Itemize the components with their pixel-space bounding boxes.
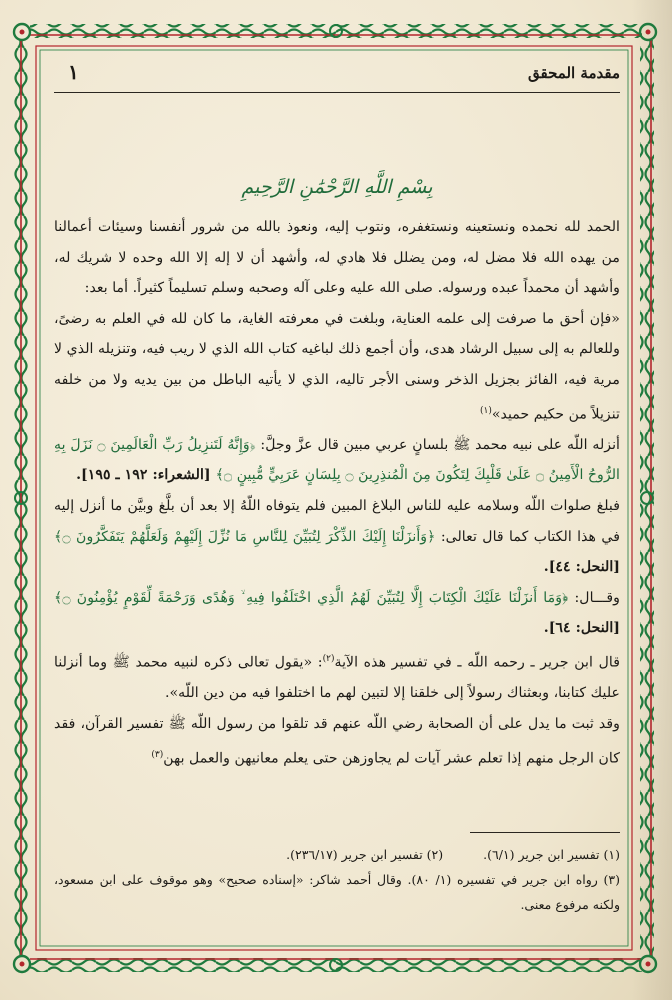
footnote-ref-1: (١) [480,405,492,416]
verse-reference: [النحل: ٤٤]. [543,559,620,576]
paragraph-sahaba: وقد ثبت ما يدل على أن الصحابة رضي اللّه عنهم قد تلقوا من رسول اللّه ﷺ تفسير القرآن، فقد كان الرجل منهم إذا تعلم عشر آيات لم يجاوزهن حتى يعلم معانيهن والعمل بهن$^{(٣)}$ [54,715,620,767]
footnote-1: (١) تفسير ابن جرير (٦/١). [483,847,620,862]
page-number: ١ [68,60,79,84]
quran-verse: ﴿وَمَا أَنزَلْنَا عَلَيْكَ الْكِتَابَ إِلَّا لِتُبَيِّنَ لَهُمُ الَّذِي اخْتَلَفُوا فِيهِ ۙ وَهُدًى وَرَحْمَةً لِّقَوْمٍ يُؤْمِنُونَ ۝﴾ [54,589,569,606]
body-text [54,212,620,774]
footnote-separator [470,832,620,833]
footnote-ref-3: (٣) [151,749,164,760]
footnote-3: (٣) رواه ابن جرير في تفسيره (١/ ٨٠). وقال أحمد شاكر: «إسناده صحيح» وهو موقوف على ابن مسعود، ولكنه مرفوع معنى. [54,872,620,912]
basmala: بِسْمِ اللَّهِ الرَّحْمَٰنِ الرَّحِيمِ [241,176,433,198]
paragraph-ayah-nahl-44: فبلغ صلوات اللّه وسلامه عليه للناس البلاغ المبين فلم يتوفاه اللّهُ إلا بعد أن بلَّغ وبيَّن ما أنزل إليه في هذا الكتاب كما قال تعالى: ﴿وَأَنزَلْنَا إِلَيْكَ الذِّكْرَ لِتُبَيِّنَ لِلنَّاسِ مَا نُزِّلَ إِلَيْهِمْ وَلَعَلَّهُمْ يَتَفَكَّرُونَ ۝﴾ [النحل: ٤٤]. [54,498,620,576]
footnote-2: (٢) تفسير ابن جرير (٢٣٦/١٧). [286,847,444,862]
paragraph-ayah-nahl-64: وقـــال: ﴿وَمَا أَنزَلْنَا عَلَيْكَ الْكِتَابَ إِلَّا لِتُبَيِّنَ لَهُمُ الَّذِي اخْتَلَفُوا فِيهِ ۙ وَهُدًى وَرَحْمَةً لِّقَوْمٍ يُؤْمِنُونَ ۝﴾ [النحل: ٦٤]. [54,589,620,637]
quran-verse: ﴿وَأَنزَلْنَا إِلَيْكَ الذِّكْرَ لِتُبَيِّنَ لِلنَّاسِ مَا نُزِّلَ إِلَيْهِمْ وَلَعَلَّهُمْ يَتَفَكَّرُونَ ۝﴾ [54,528,436,545]
verse-reference: [النحل: ٦٤]. [543,620,620,637]
paragraph-quote: «فإن أحق ما صرفت إلى علمه العناية، وبلغت في معرفته الغاية، ما كان لله في العلم به رضىً، وللعالم به إلى سبيل الرشاد هدى، وأن أجمع ذلك لباغيه كتاب الله الذي لا ريب فيه، وتنزيله الذي لا مرية فيه، الفائز بجزيل الذخر وسنى الأجر تاليه، الذي لا يأتيه الباطل من بين يديه ولا من خلفه تنزيلاً من حكيم حميد»$^{(١)}$ [54,310,620,423]
paragraph-ayah-shuara: أنزله اللّه على نبيه محمد ﷺ بلسانٍ عربي مبين قال عزَّ وجلَّ: ﴿وَإِنَّهُ لَتَنزِيلُ رَبِّ الْعَالَمِينَ ۝ نَزَلَ بِهِ الرُّوحُ الْأَمِينُ ۝ عَلَىٰ قَلْبِكَ لِتَكُونَ مِنَ الْمُنذِرِينَ ۝ بِلِسَانٍ عَرَبِيٍّ مُّبِينٍ ۝﴾ [الشعراء: ١٩٢ ـ ١٩٥]. [54,436,620,484]
paragraph-ibn-jarir: قال ابن جرير ـ رحمه اللّه ـ في تفسير هذه الآية$^{(٢)}$: «يقول تعالى ذكره لنبيه محمد ﷺ وما أنزلنا عليك كتابنا، وبعثناك رسولاً إلى خلقنا إلا لتبين لهم ما اختلفوا فيه من دين اللّه». [54,654,620,702]
footnote-ref-2: (٢) [322,654,335,665]
footnotes [54,842,620,917]
header-title: مقدمة المحقق [528,64,620,82]
paragraph-opening: الحمد لله نحمده ونستعينه ونستغفره، ونتوب إليه، ونعوذ بالله من شرور أنفسنا وسيئات أعمالنا من يهده الله فلا مضل له، ومن يضلل فلا هادي له، وأشهد أن لا إله إلا الله وحده لا شريك له، وأشهد أن محمداً عبده ورسوله. صلى الله عليه وعلى آله وصحبه وسلم تسليماً كثيراً. أما بعد: [54,219,620,297]
footnote-row [54,842,620,867]
page-content [54,62,620,962]
running-header [54,62,620,93]
quran-verse: ﴿وَإِنَّهُ لَتَنزِيلُ رَبِّ الْعَالَمِينَ ۝ نَزَلَ بِهِ الرُّوحُ الْأَمِينُ ۝ عَلَىٰ قَلْبِكَ لِتَكُونَ مِنَ الْمُنذِرِينَ ۝ بِلِسَانٍ عَرَبِيٍّ مُّبِينٍ ۝﴾ [54,436,620,484]
verse-reference: [الشعراء: ١٩٢ ـ ١٩٥]. [76,467,216,484]
